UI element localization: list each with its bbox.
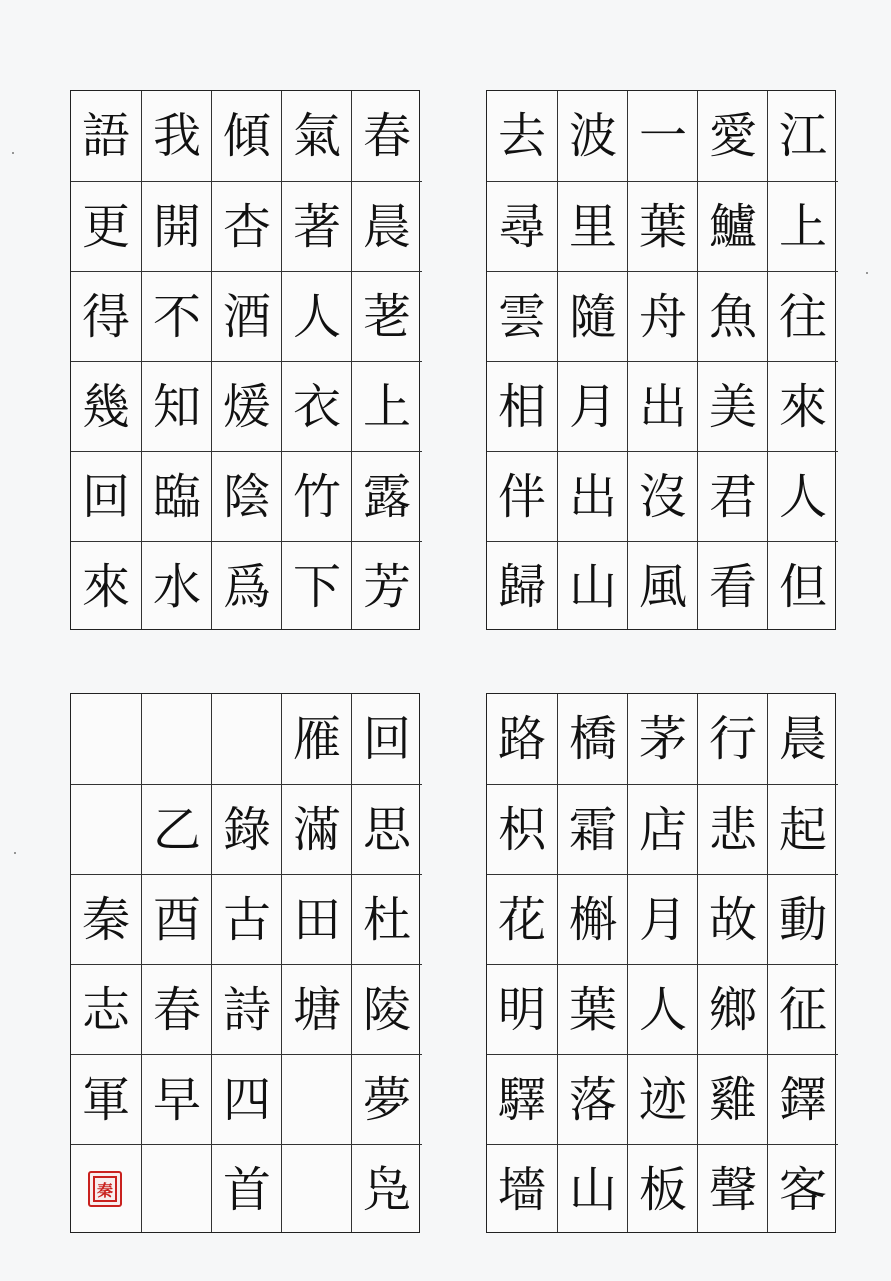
character-cell: 得 bbox=[71, 271, 141, 361]
character-cell: 驛 bbox=[487, 1054, 557, 1144]
character-cell: 月 bbox=[558, 361, 628, 451]
character-cell bbox=[71, 694, 141, 784]
red-seal-stamp bbox=[88, 1171, 122, 1207]
character-cell: 回 bbox=[362, 711, 411, 767]
speck bbox=[866, 272, 868, 274]
character-cell bbox=[282, 1054, 352, 1144]
character-cell: 杜 bbox=[352, 874, 422, 964]
character-cell: 下 bbox=[282, 541, 352, 631]
character-cell: 酒 bbox=[212, 271, 282, 361]
character-cell: 落 bbox=[558, 1054, 628, 1144]
speck bbox=[12, 152, 14, 154]
character-cell: 悲 bbox=[698, 784, 768, 874]
character-cell: 詩 bbox=[212, 964, 282, 1054]
character-cell: 葉 bbox=[558, 964, 628, 1054]
character-cell: 月 bbox=[628, 874, 698, 964]
character-cell: 水 bbox=[142, 541, 212, 631]
character-cell: 陵 bbox=[352, 964, 422, 1054]
grid-column bbox=[211, 91, 281, 629]
grid-column bbox=[557, 694, 627, 1232]
character-cell: 晨 bbox=[778, 711, 827, 767]
character-cell: 首 bbox=[212, 1144, 282, 1234]
grid-column bbox=[487, 694, 557, 1232]
character-cell: 山 bbox=[558, 541, 628, 631]
character-cell: 煖 bbox=[212, 361, 282, 451]
character-cell: 鄉 bbox=[698, 964, 768, 1054]
character-cell: 墻 bbox=[487, 1144, 557, 1234]
grid-column bbox=[351, 694, 421, 1232]
character-cell: 思 bbox=[352, 784, 422, 874]
grid-top-left bbox=[70, 90, 420, 630]
character-cell: 出 bbox=[558, 451, 628, 541]
character-cell: 伴 bbox=[487, 451, 557, 541]
grid-column bbox=[557, 91, 627, 629]
character-cell: 早 bbox=[142, 1054, 212, 1144]
character-cell: 知 bbox=[142, 361, 212, 451]
character-cell: 春 bbox=[142, 964, 212, 1054]
character-cell: 來 bbox=[71, 541, 141, 631]
character-cell: 舟 bbox=[628, 271, 698, 361]
character-cell: 行 bbox=[708, 711, 757, 767]
grid-top-right bbox=[486, 90, 836, 630]
character-cell: 荖 bbox=[352, 271, 422, 361]
character-cell: 橋 bbox=[568, 711, 617, 767]
character-cell: 更 bbox=[71, 181, 141, 271]
character-cell: 乙 bbox=[142, 784, 212, 874]
grid-bottom-right bbox=[486, 693, 836, 1233]
character-cell: 傾 bbox=[222, 108, 271, 164]
character-cell: 波 bbox=[568, 108, 617, 164]
character-cell: 美 bbox=[698, 361, 768, 451]
character-cell: 山 bbox=[558, 1144, 628, 1234]
character-cell: 衣 bbox=[282, 361, 352, 451]
character-cell: 上 bbox=[768, 181, 838, 271]
character-cell: 君 bbox=[698, 451, 768, 541]
grid-column bbox=[141, 694, 211, 1232]
grid-column bbox=[211, 694, 281, 1232]
character-cell: 塘 bbox=[282, 964, 352, 1054]
character-cell: 杏 bbox=[212, 181, 282, 271]
grid-column bbox=[71, 694, 141, 1232]
grid-column bbox=[281, 91, 351, 629]
character-cell bbox=[282, 1144, 352, 1234]
character-cell: 露 bbox=[352, 451, 422, 541]
character-cell: 語 bbox=[81, 108, 130, 164]
character-cell bbox=[142, 694, 212, 784]
grid-column bbox=[627, 91, 697, 629]
character-cell: 隨 bbox=[558, 271, 628, 361]
character-cell: 凫 bbox=[352, 1144, 422, 1234]
character-cell: 志 bbox=[71, 964, 141, 1054]
character-cell: 故 bbox=[698, 874, 768, 964]
character-cell: 里 bbox=[558, 181, 628, 271]
grid-column bbox=[351, 91, 421, 629]
character-cell: 雲 bbox=[487, 271, 557, 361]
character-cell: 爲 bbox=[212, 541, 282, 631]
character-cell: 酉 bbox=[142, 874, 212, 964]
character-cell: 鐸 bbox=[768, 1054, 838, 1144]
character-cell: 風 bbox=[628, 541, 698, 631]
character-cell: 看 bbox=[698, 541, 768, 631]
character-cell: 槲 bbox=[558, 874, 628, 964]
character-cell: 茅 bbox=[638, 711, 687, 767]
character-cell: 聲 bbox=[698, 1144, 768, 1234]
character-cell: 歸 bbox=[487, 541, 557, 631]
character-cell: 不 bbox=[142, 271, 212, 361]
grid-column bbox=[487, 91, 557, 629]
character-cell: 開 bbox=[142, 181, 212, 271]
character-cell: 雞 bbox=[698, 1054, 768, 1144]
character-cell: 竹 bbox=[282, 451, 352, 541]
character-cell bbox=[71, 784, 141, 874]
grid-column bbox=[697, 91, 767, 629]
character-cell: 但 bbox=[768, 541, 838, 631]
speck bbox=[14, 852, 16, 854]
character-cell: 魚 bbox=[698, 271, 768, 361]
grid-bottom-left bbox=[70, 693, 420, 1233]
character-cell: 板 bbox=[628, 1144, 698, 1234]
character-cell: 愛 bbox=[708, 108, 757, 164]
seal-character: 秦 bbox=[93, 1176, 117, 1202]
character-cell: 夢 bbox=[352, 1054, 422, 1144]
grid-column bbox=[767, 694, 837, 1232]
character-cell: 明 bbox=[487, 964, 557, 1054]
character-cell: 秦 bbox=[71, 874, 141, 964]
character-cell: 臨 bbox=[142, 451, 212, 541]
character-cell: 動 bbox=[768, 874, 838, 964]
character-cell: 霜 bbox=[558, 784, 628, 874]
character-cell: 幾 bbox=[71, 361, 141, 451]
character-cell: 滿 bbox=[282, 784, 352, 874]
character-cell: 江 bbox=[778, 108, 827, 164]
character-cell: 去 bbox=[497, 108, 546, 164]
character-cell: 錄 bbox=[212, 784, 282, 874]
character-cell: 葉 bbox=[628, 181, 698, 271]
character-cell: 路 bbox=[497, 711, 546, 767]
character-cell: 軍 bbox=[71, 1054, 141, 1144]
character-cell: 往 bbox=[768, 271, 838, 361]
grid-column bbox=[71, 91, 141, 629]
character-cell: 鱸 bbox=[698, 181, 768, 271]
character-cell bbox=[212, 694, 282, 784]
grid-column bbox=[697, 694, 767, 1232]
character-cell: 客 bbox=[768, 1144, 838, 1234]
character-cell: 尋 bbox=[487, 181, 557, 271]
character-cell: 春 bbox=[362, 108, 411, 164]
grid-column bbox=[627, 694, 697, 1232]
character-cell: 店 bbox=[628, 784, 698, 874]
character-cell: 沒 bbox=[628, 451, 698, 541]
character-cell: 相 bbox=[487, 361, 557, 451]
character-cell: 花 bbox=[487, 874, 557, 964]
grid-column bbox=[767, 91, 837, 629]
character-cell: 晨 bbox=[352, 181, 422, 271]
grid-column bbox=[141, 91, 211, 629]
character-cell: 芳 bbox=[352, 541, 422, 631]
character-cell: 起 bbox=[768, 784, 838, 874]
character-cell: 四 bbox=[212, 1054, 282, 1144]
character-cell: 田 bbox=[282, 874, 352, 964]
grid-column bbox=[281, 694, 351, 1232]
character-cell: 人 bbox=[282, 271, 352, 361]
character-cell: 我 bbox=[152, 108, 201, 164]
character-cell: 來 bbox=[768, 361, 838, 451]
character-cell: 雁 bbox=[292, 711, 341, 767]
character-cell: 出 bbox=[628, 361, 698, 451]
character-cell: 人 bbox=[768, 451, 838, 541]
character-cell: 枳 bbox=[487, 784, 557, 874]
character-cell: 回 bbox=[71, 451, 141, 541]
character-cell: 陰 bbox=[212, 451, 282, 541]
character-cell: 氣 bbox=[292, 108, 341, 164]
character-cell: 人 bbox=[628, 964, 698, 1054]
character-cell: 古 bbox=[212, 874, 282, 964]
character-cell: 著 bbox=[282, 181, 352, 271]
character-cell bbox=[142, 1144, 212, 1234]
character-cell: 上 bbox=[352, 361, 422, 451]
character-cell: 一 bbox=[638, 108, 687, 164]
character-cell: 迹 bbox=[628, 1054, 698, 1144]
character-cell: 征 bbox=[768, 964, 838, 1054]
